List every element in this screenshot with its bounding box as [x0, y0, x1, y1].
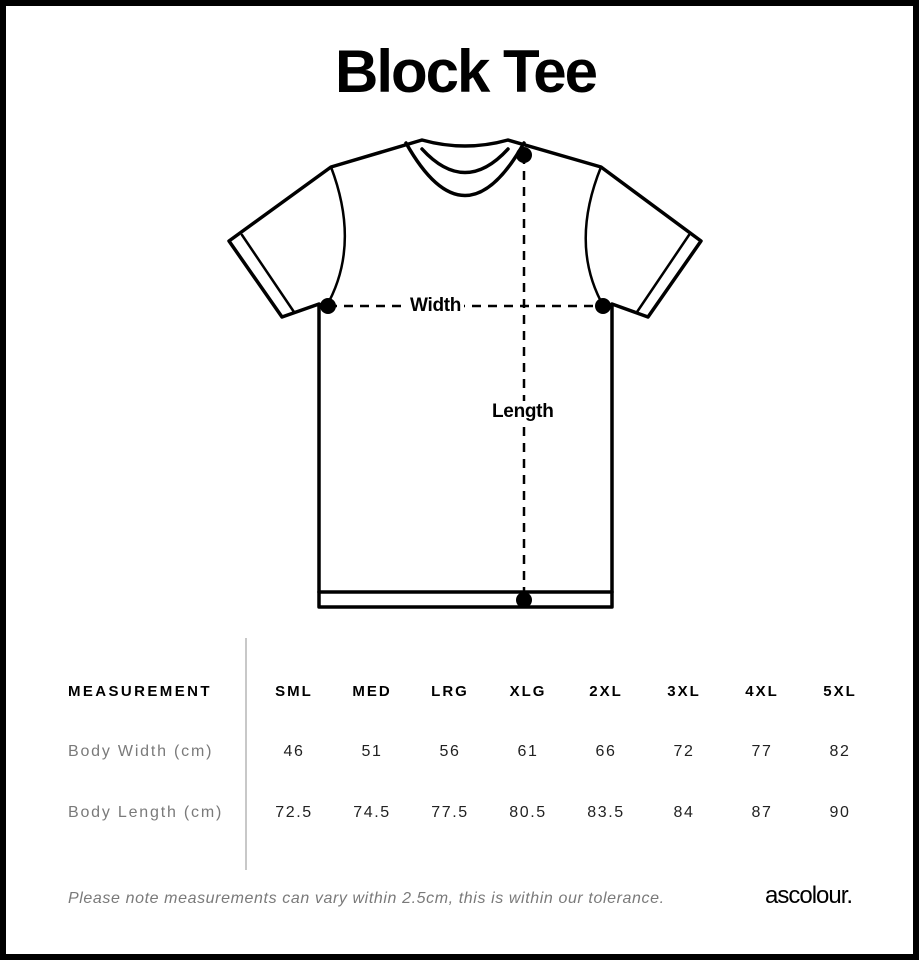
table-cell: 84	[673, 804, 695, 821]
table-cell: 90	[829, 804, 851, 821]
table-cell: 82	[829, 743, 851, 760]
length-top-dot	[516, 147, 532, 163]
tshirt-left-sleeve-seam	[326, 167, 345, 307]
length-label: Length	[489, 401, 557, 423]
tshirt-outline	[229, 140, 701, 607]
size-header-med: MED	[352, 683, 392, 700]
table-cell: 80.5	[509, 804, 547, 821]
size-header-5xl: 5XL	[823, 683, 857, 700]
table-divider	[245, 638, 247, 870]
row-label-body-width: Body Width (cm)	[68, 743, 214, 760]
tolerance-note: Please note measurements can vary within 2.5cm, this is within our tolerance.	[68, 890, 665, 907]
row-label-body-length: Body Length (cm)	[68, 804, 224, 821]
size-header-xlg: XLG	[509, 683, 547, 700]
size-header-4xl: 4XL	[745, 683, 779, 700]
table-cell: 77.5	[431, 804, 469, 821]
table-cell: 51	[361, 743, 383, 760]
table-cell: 74.5	[353, 804, 391, 821]
size-header-lrg: LRG	[431, 683, 469, 700]
table-cell: 72	[673, 743, 695, 760]
table-cell: 87	[751, 804, 773, 821]
page-title: Block Tee	[335, 38, 596, 105]
table-cell: 72.5	[275, 804, 313, 821]
size-header-3xl: 3XL	[667, 683, 701, 700]
tshirt-right-cuff-line	[637, 235, 689, 312]
table-cell: 77	[751, 743, 773, 760]
width-label: Width	[407, 295, 464, 317]
table-cell: 46	[283, 743, 305, 760]
width-right-dot	[595, 298, 611, 314]
length-bottom-dot	[516, 592, 532, 608]
table-cell: 56	[439, 743, 461, 760]
size-header-sml: SML	[275, 683, 313, 700]
width-left-dot	[320, 298, 336, 314]
measurement-header: MEASUREMENT	[68, 683, 212, 700]
table-cell: 66	[595, 743, 617, 760]
table-cell: 83.5	[587, 804, 625, 821]
brand-logo: ascolour.	[765, 882, 853, 909]
tshirt-collar-inner	[422, 149, 508, 173]
tshirt-right-sleeve-seam	[586, 167, 604, 307]
table-cell: 61	[517, 743, 539, 760]
size-header-2xl: 2XL	[589, 683, 623, 700]
